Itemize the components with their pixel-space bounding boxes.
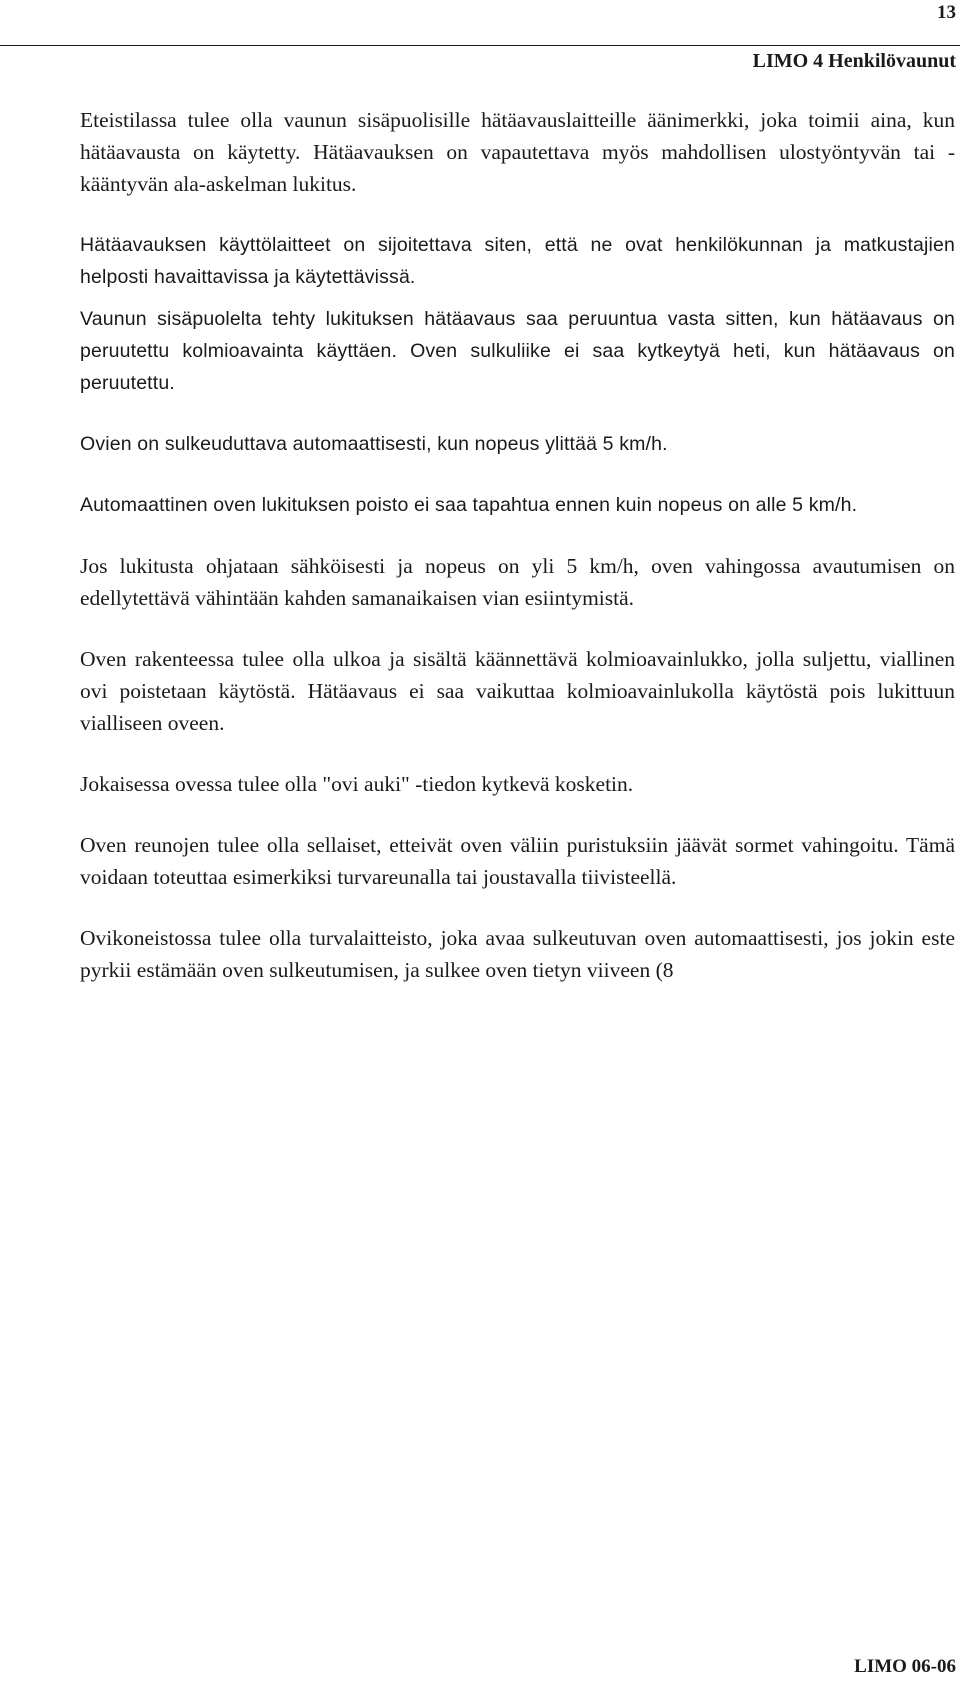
paragraph-electric-lock: Jos lukitusta ohjataan sähköisesti ja nopeus on yli 5 km/h, oven vahingossa avautumisen on edellytettävä vähintään kahden samanaikaisen vian esiintymistä.: [80, 554, 955, 610]
body-text: [80, 104, 955, 986]
paragraph-safety-system: Ovikoneistossa tulee olla turvalaitteisto, joka avaa sulkeutuvan oven automaattisesti, jos jokin este pyrkii estämään oven sulkeutumisen, ja sulkee oven tietyn viiveen (8: [80, 926, 955, 982]
paragraph-door-alarm: Eteistilassa tulee olla vaunun sisäpuolisille hätäavauslaitteille äänimerkki, joka toimii aina, kun hätäavausta on käytetty. Hätäavauksen on vapautettava myös mahdollisen ulostyöntyvän tai -kääntyvän ala-askelman lukitus.: [80, 108, 955, 196]
paragraph-triangle-key: Oven rakenteessa tulee olla ulkoa ja sisältä käännettävä kolmioavainlukko, jolla suljettu, viallinen ovi poistetaan käytöstä. Hätäavaus ei saa vaikuttaa kolmioavainlukolla käytöstä pois lukittuun vialliseen oveen.: [80, 647, 955, 735]
paragraph-unlock-speed: Automaattinen oven lukituksen poisto ei saa tapahtua ennen kuin nopeus on alle 5 km/h.: [80, 494, 858, 516]
paragraph-release-cancel: Vaunun sisäpuolelta tehty lukituksen hätäavaus saa peruuntua vasta sitten, kun hätäavaus on peruutettu kolmioavainta käyttäen. Oven sulkuliike ei saa kytkeytyä heti, kun hätäavaus on peruutettu.: [80, 308, 955, 394]
header-rule: [0, 45, 960, 46]
paragraph-controls-placement: Hätäavauksen käyttölaitteet on sijoitettava siten, että ne ovat henkilökunnan ja matkustajien helposti havaittavissa ja käytettävissä.: [80, 234, 955, 288]
page-number: 13: [937, 2, 956, 23]
paragraph-door-edges: Oven reunojen tulee olla sellaiset, etteivät oven väliin puristuksiin jäävät sormet vahingoitu. Tämä voidaan toteuttaa esimerkiksi turvareunalla tai joustavalla tiivisteellä.: [80, 833, 955, 889]
paragraph-auto-close: Ovien on sulkeuduttava automaattisesti, kun nopeus ylittää 5 km/h.: [80, 433, 668, 455]
document-code: LIMO 06-06: [854, 1656, 956, 1677]
paragraph-door-open-switch: Jokaisessa ovessa tulee olla "ovi auki" -tiedon kytkevä kosketin.: [80, 772, 634, 796]
running-header: LIMO 4 Henkilövaunut: [752, 50, 956, 72]
